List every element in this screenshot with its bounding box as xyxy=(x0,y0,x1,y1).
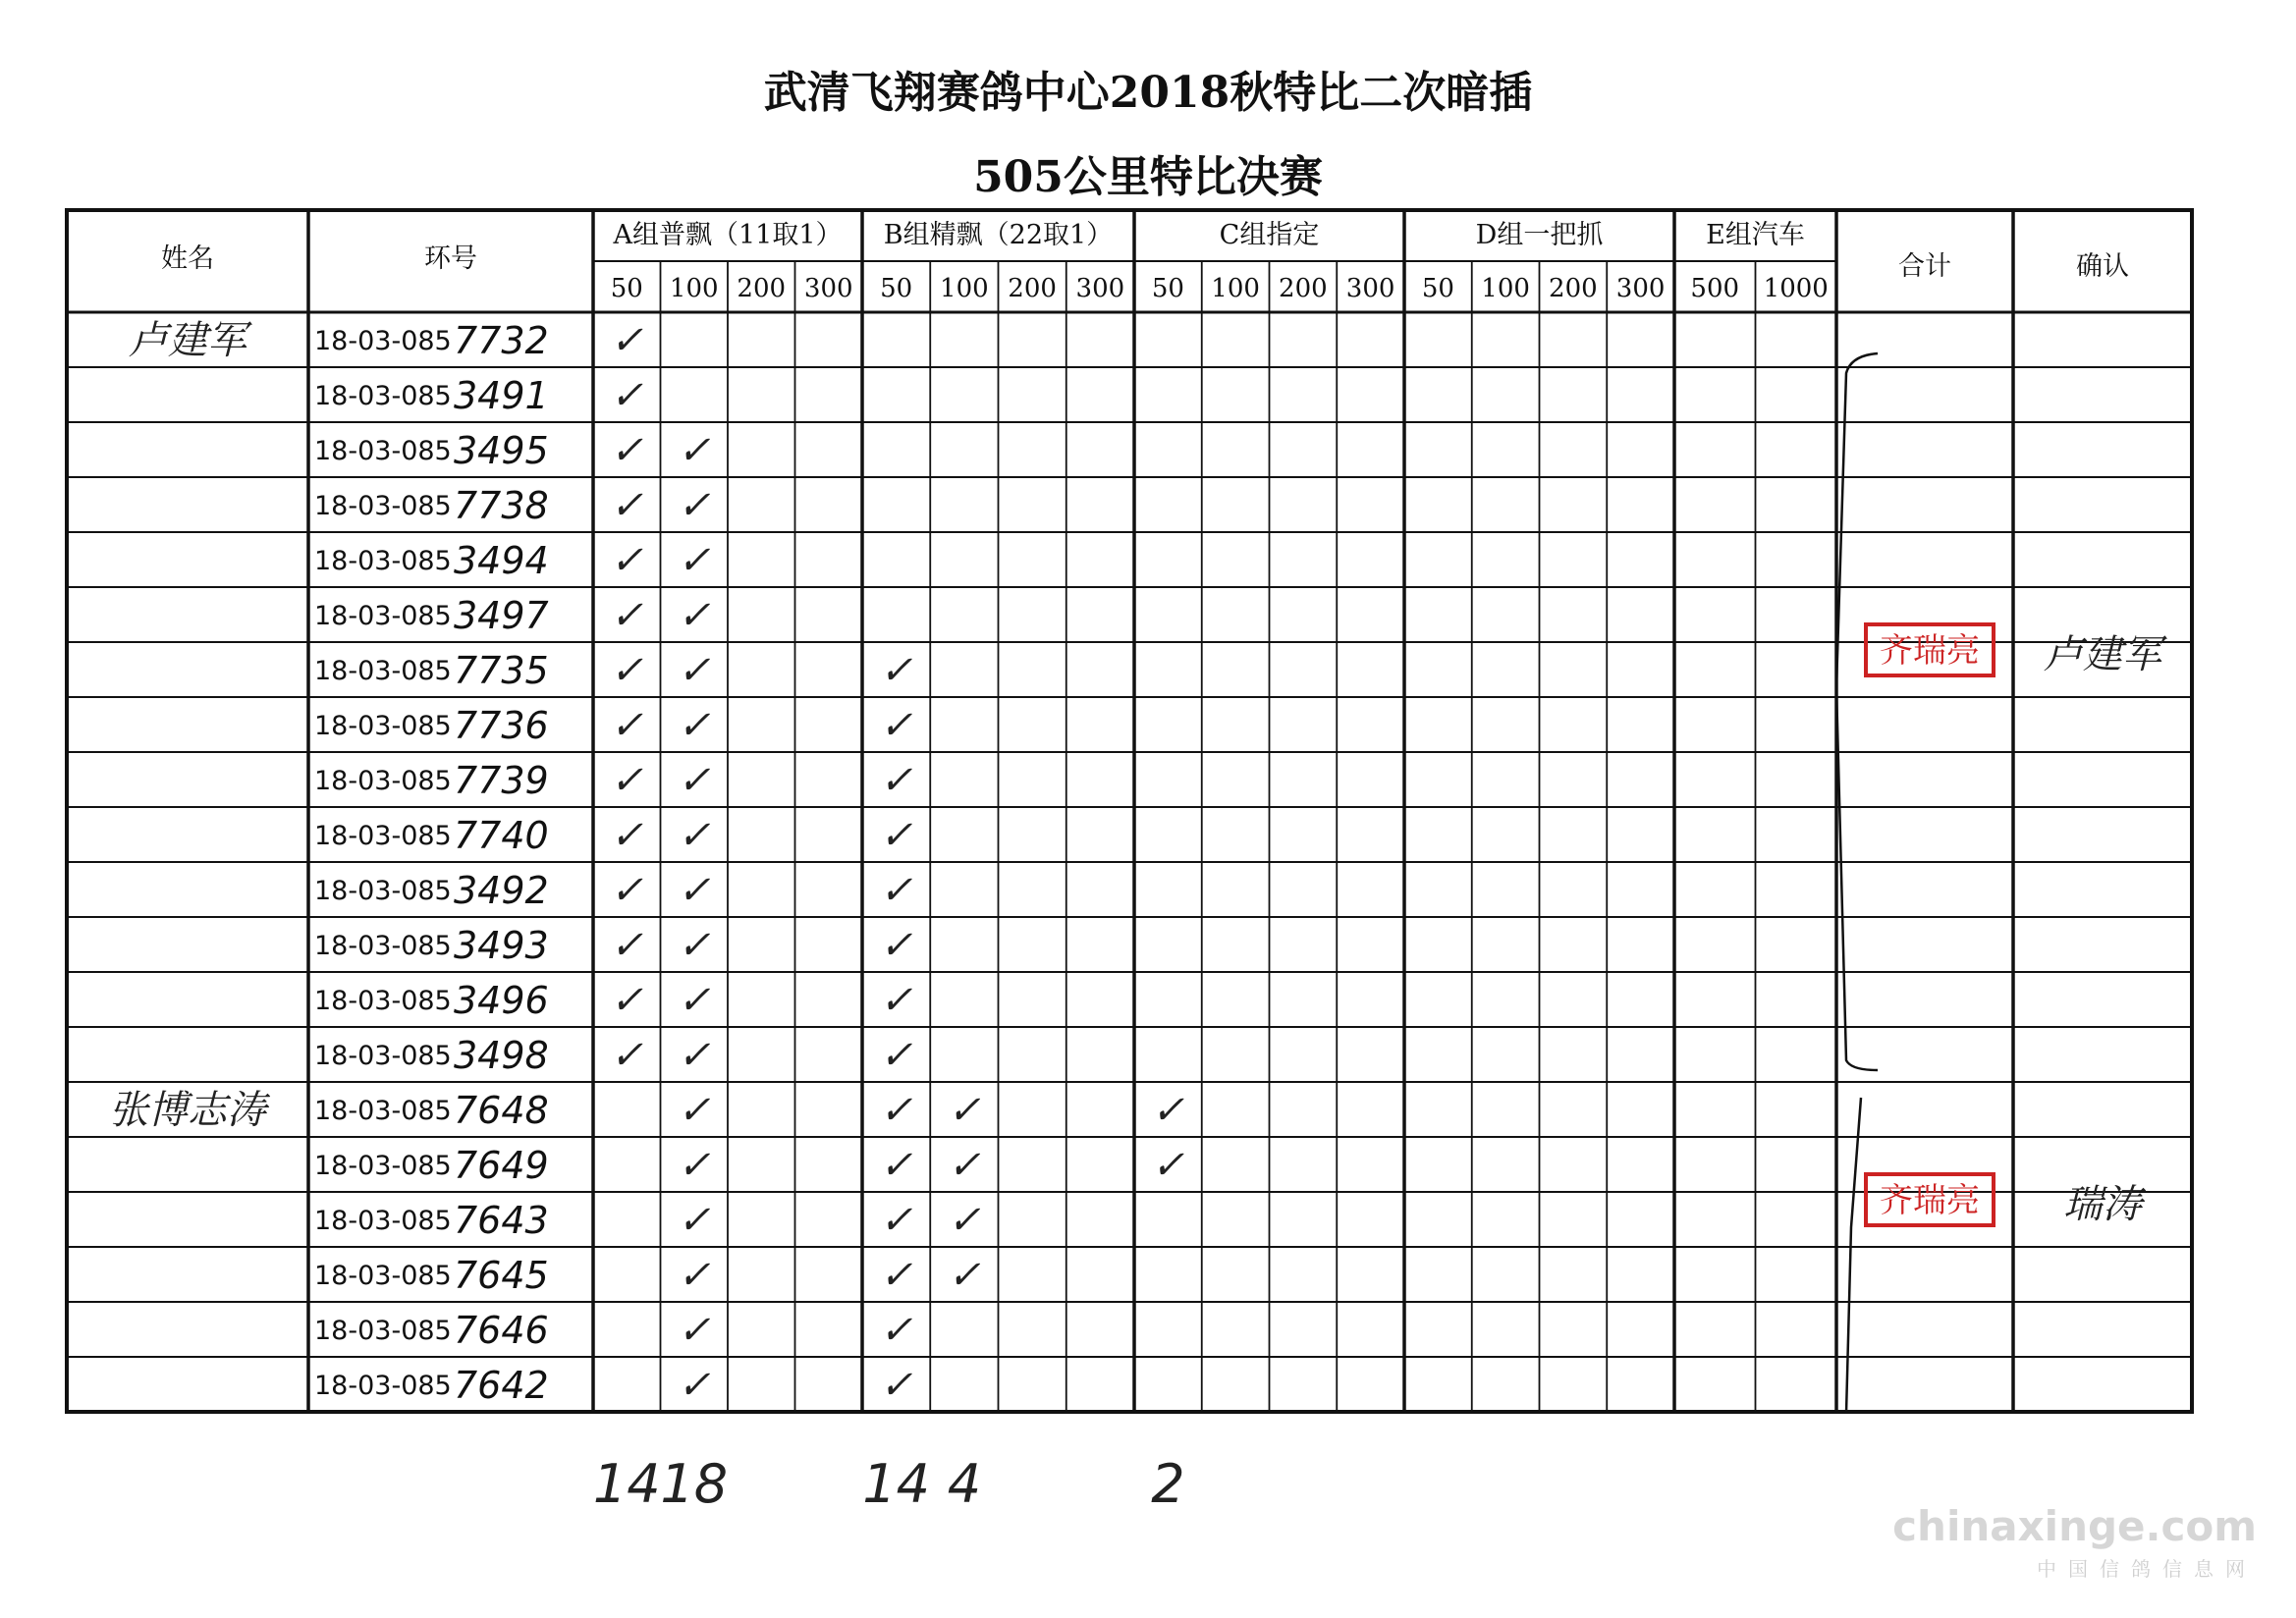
form-subtitle: 505公里特比决赛 xyxy=(973,152,1323,202)
ring-suffix: 3493 xyxy=(454,924,549,967)
header-sub-distance: 300 xyxy=(1345,274,1395,303)
ring-prefix: 18-03-085 xyxy=(314,1261,452,1291)
ring-prefix: 18-03-085 xyxy=(314,491,452,521)
ring-suffix: 7732 xyxy=(454,319,549,362)
check-mark: ✓ xyxy=(677,1088,711,1133)
header-sub-distance: 300 xyxy=(1615,274,1666,303)
ring-prefix: 18-03-085 xyxy=(314,1041,452,1071)
ring-suffix: 7648 xyxy=(454,1089,549,1132)
check-mark: ✓ xyxy=(610,373,644,418)
header-ring: 环号 xyxy=(424,243,477,274)
check-mark: ✓ xyxy=(610,318,644,363)
check-mark: ✓ xyxy=(879,1143,913,1188)
header-confirm: 确认 xyxy=(2076,251,2129,282)
owner-name: 卢建军 xyxy=(129,318,246,363)
header-name: 姓名 xyxy=(161,243,214,274)
check-mark: ✓ xyxy=(677,1198,711,1243)
ring-prefix: 18-03-085 xyxy=(314,326,452,356)
ring-suffix: 3491 xyxy=(454,374,549,417)
check-mark: ✓ xyxy=(677,1143,711,1188)
confirm-signature: 卢建军 xyxy=(2044,632,2161,677)
check-mark: ✓ xyxy=(677,758,711,803)
check-mark: ✓ xyxy=(879,923,913,968)
header-sub-distance: 100 xyxy=(669,274,719,303)
ring-suffix: 3492 xyxy=(454,869,549,912)
check-mark: ✓ xyxy=(879,1033,913,1078)
header-sub-distance: 50 xyxy=(1421,274,1454,303)
ring-prefix: 18-03-085 xyxy=(314,656,452,686)
bracket-owner-2 xyxy=(1846,1098,1861,1414)
check-mark: ✓ xyxy=(610,978,644,1023)
ring-prefix: 18-03-085 xyxy=(314,546,452,576)
check-mark: ✓ xyxy=(677,923,711,968)
ring-prefix: 18-03-085 xyxy=(314,1096,452,1126)
ring-suffix: 7646 xyxy=(454,1309,549,1352)
ring-suffix: 7643 xyxy=(454,1199,549,1242)
ring-prefix: 18-03-085 xyxy=(314,1316,452,1346)
header-sub-distance: 1000 xyxy=(1763,274,1829,303)
header-sub-distance: 50 xyxy=(610,274,643,303)
check-mark: ✓ xyxy=(948,1088,981,1133)
check-mark: ✓ xyxy=(879,1363,913,1408)
ring-suffix: 3494 xyxy=(454,539,549,582)
check-mark: ✓ xyxy=(677,703,711,748)
confirm-signature: 瑞涛 xyxy=(2063,1182,2142,1227)
check-mark: ✓ xyxy=(610,813,644,858)
header-sub-distance: 300 xyxy=(1075,274,1125,303)
ring-prefix: 18-03-085 xyxy=(314,931,452,961)
check-mark: ✓ xyxy=(1151,1143,1185,1188)
ring-suffix: 3495 xyxy=(454,429,549,472)
header-group: B组精飘（22取1） xyxy=(883,220,1114,250)
header-sub-distance: 100 xyxy=(1211,274,1260,303)
check-mark: ✓ xyxy=(610,483,644,528)
column-total: 18 xyxy=(660,1453,729,1515)
check-mark: ✓ xyxy=(677,1033,711,1078)
ring-prefix: 18-03-085 xyxy=(314,711,452,741)
owner-name: 张博志涛 xyxy=(109,1088,266,1133)
ring-suffix: 7735 xyxy=(454,649,549,692)
check-mark: ✓ xyxy=(677,1253,711,1298)
header-sub-distance: 200 xyxy=(1279,274,1328,303)
header-sub-distance: 50 xyxy=(880,274,913,303)
ring-suffix: 7645 xyxy=(454,1254,549,1297)
ring-prefix: 18-03-085 xyxy=(314,601,452,631)
check-mark: ✓ xyxy=(677,978,711,1023)
ring-suffix: 7736 xyxy=(454,704,549,747)
ring-prefix: 18-03-085 xyxy=(314,381,452,411)
ring-suffix: 3497 xyxy=(454,594,549,637)
header-total: 合计 xyxy=(1898,251,1951,282)
ring-prefix: 18-03-085 xyxy=(314,876,452,906)
check-mark: ✓ xyxy=(677,538,711,583)
check-mark: ✓ xyxy=(610,648,644,693)
check-mark: ✓ xyxy=(879,1253,913,1298)
column-total: 4 xyxy=(947,1453,982,1515)
header-sub-distance: 200 xyxy=(1549,274,1598,303)
check-mark: ✓ xyxy=(879,868,913,913)
header-group: C组指定 xyxy=(1219,220,1320,250)
check-mark: ✓ xyxy=(610,758,644,803)
ring-prefix: 18-03-085 xyxy=(314,986,452,1016)
ring-suffix: 7740 xyxy=(454,814,549,857)
confirm-stamp: 齐瑞亮 xyxy=(1880,1181,1980,1220)
confirm-stamp: 齐瑞亮 xyxy=(1880,631,1980,671)
check-mark: ✓ xyxy=(677,813,711,858)
check-mark: ✓ xyxy=(1151,1088,1185,1133)
check-mark: ✓ xyxy=(610,593,644,638)
check-mark: ✓ xyxy=(948,1253,981,1298)
check-mark: ✓ xyxy=(879,1308,913,1353)
ring-suffix: 7739 xyxy=(454,759,549,802)
header-sub-distance: 300 xyxy=(803,274,853,303)
header-sub-distance: 50 xyxy=(1151,274,1184,303)
watermark-site: chinaxinge.com xyxy=(1892,1502,2257,1550)
check-mark: ✓ xyxy=(677,868,711,913)
header-group: A组普飘（11取1） xyxy=(613,220,843,250)
check-mark: ✓ xyxy=(879,1088,913,1133)
column-total: 14 xyxy=(592,1453,661,1515)
header-sub-distance: 200 xyxy=(737,274,787,303)
check-mark: ✓ xyxy=(610,428,644,473)
ring-suffix: 7642 xyxy=(454,1364,549,1407)
check-mark: ✓ xyxy=(610,1033,644,1078)
ring-prefix: 18-03-085 xyxy=(314,821,452,851)
header-sub-distance: 500 xyxy=(1690,274,1740,303)
check-mark: ✓ xyxy=(677,648,711,693)
form-title: 武清飞翔赛鸽中心2018秋特比二次暗插 xyxy=(763,68,1533,118)
check-mark: ✓ xyxy=(677,593,711,638)
check-mark: ✓ xyxy=(610,868,644,913)
check-mark: ✓ xyxy=(610,923,644,968)
header-sub-distance: 200 xyxy=(1008,274,1057,303)
check-mark: ✓ xyxy=(879,1198,913,1243)
check-mark: ✓ xyxy=(677,483,711,528)
check-mark: ✓ xyxy=(879,813,913,858)
check-mark: ✓ xyxy=(610,538,644,583)
check-mark: ✓ xyxy=(677,1363,711,1408)
check-mark: ✓ xyxy=(677,428,711,473)
check-mark: ✓ xyxy=(879,648,913,693)
header-sub-distance: 100 xyxy=(1481,274,1530,303)
header-group: E组汽车 xyxy=(1706,220,1805,250)
check-mark: ✓ xyxy=(948,1143,981,1188)
column-total: 14 xyxy=(862,1453,930,1515)
ring-prefix: 18-03-085 xyxy=(314,766,452,796)
check-mark: ✓ xyxy=(879,703,913,748)
column-total: 2 xyxy=(1151,1453,1185,1515)
check-mark: ✓ xyxy=(948,1198,981,1243)
ring-prefix: 18-03-085 xyxy=(314,1371,452,1401)
bracket-owner-1 xyxy=(1836,353,1878,1070)
ring-prefix: 18-03-085 xyxy=(314,436,452,466)
header-sub-distance: 100 xyxy=(940,274,989,303)
watermark-cn: 中国信鸽信息网 xyxy=(2037,1557,2257,1581)
check-mark: ✓ xyxy=(677,1308,711,1353)
ring-suffix: 3496 xyxy=(454,979,549,1022)
ring-prefix: 18-03-085 xyxy=(314,1151,452,1181)
ring-suffix: 7738 xyxy=(454,484,549,527)
ring-suffix: 3498 xyxy=(454,1034,549,1077)
ring-suffix: 7649 xyxy=(454,1144,549,1187)
check-mark: ✓ xyxy=(879,758,913,803)
check-mark: ✓ xyxy=(879,978,913,1023)
ring-prefix: 18-03-085 xyxy=(314,1206,452,1236)
header-group: D组一把抓 xyxy=(1475,220,1604,250)
check-mark: ✓ xyxy=(610,703,644,748)
